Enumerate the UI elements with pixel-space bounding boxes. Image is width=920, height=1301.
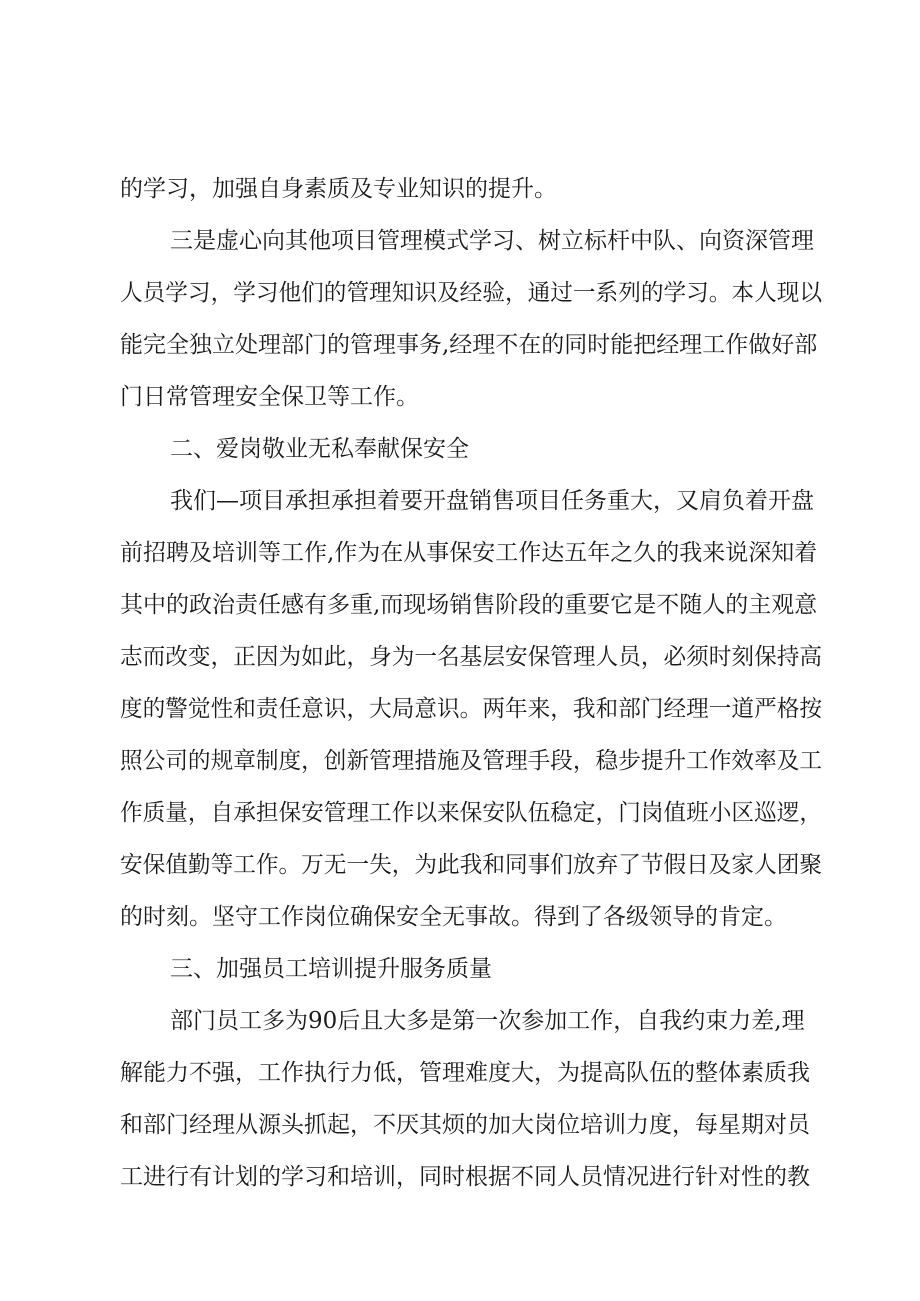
text-line [0,998,920,1044]
text-line-content: 部门员工多为90后且大多是第一次参加工作，自我约束力差,理 [170,1008,805,1034]
text-line-content: 前招聘及培训等工作,作为在从事保安工作达五年之久的我来说深知着 [120,540,818,566]
text-line-content: 工进行有计划的学习和培训，同时根据不同人员情况进行针对性的教 [120,1164,810,1190]
text-line-content: 照公司的规章制度，创新管理措施及管理手段，稳步提升工作效率及工 [120,748,823,774]
text-line-content: 志而改变，正因为如此，身为一名基层安保管理人员，必须时刻保持高 [120,644,823,670]
text-line [0,582,920,628]
text-line [0,270,920,316]
text-line [0,530,920,576]
text-line-content: 安保值勤等工作。万无一失，为此我和同事们放弃了节假日及家人团聚 [120,852,823,878]
text-line [0,1154,920,1200]
text-line [0,1050,920,1096]
text-line [0,218,920,264]
text-line [0,790,920,836]
section-heading [0,426,920,472]
text-line [0,166,920,212]
text-line [0,478,920,524]
text-line-content: 度的警觉性和责任意识，大局意识。两年来，我和部门经理一道严格按 [120,696,823,722]
text-line [0,634,920,680]
text-line-content: 的学习，加强自身素质及专业知识的提升。 [120,176,557,202]
text-line [0,374,920,420]
text-line-content: 作质量，自承担保安管理工作以来保安队伍稳定，门岗值班小区巡逻， [120,800,823,826]
section-heading [0,946,920,992]
text-line [0,842,920,888]
text-line [0,1102,920,1148]
text-line-content: 能完全独立处理部门的管理事务,经理不在的同时能把经理工作做好部 [120,332,818,358]
text-line-content: 三、加强员工培训提升服务质量 [170,956,492,982]
text-line-content: 门日常管理安全保卫等工作。 [120,384,419,410]
text-line-content: 解能力不强，工作执行力低，管理难度大，为提高队伍的整体素质我 [120,1060,810,1086]
text-line-content: 三是虚心向其他项目管理模式学习、树立标杆中队、向资深管理 [170,228,814,254]
text-line [0,322,920,368]
text-line [0,686,920,732]
text-line-content: 我们—项目承担承担着要开盘销售项目任务重大，又肩负着开盘 [170,488,814,514]
text-line-content: 和部门经理从源头抓起，不厌其烦的加大岗位培训力度，每星期对员 [120,1112,810,1138]
text-line-content: 其中的政治责任感有多重,而现场销售阶段的重要它是不随人的主观意 [120,592,818,618]
text-line [0,894,920,940]
text-line-content: 人员学习，学习他们的管理知识及经验，通过一系列的学习。本人现以 [120,280,823,306]
text-line-content: 二、爱岗敬业无私奉献保安全 [170,436,469,462]
text-line-content: 的时刻。坚守工作岗位确保安全无事故。得到了各级领导的肯定。 [120,904,787,930]
text-line [0,738,920,784]
